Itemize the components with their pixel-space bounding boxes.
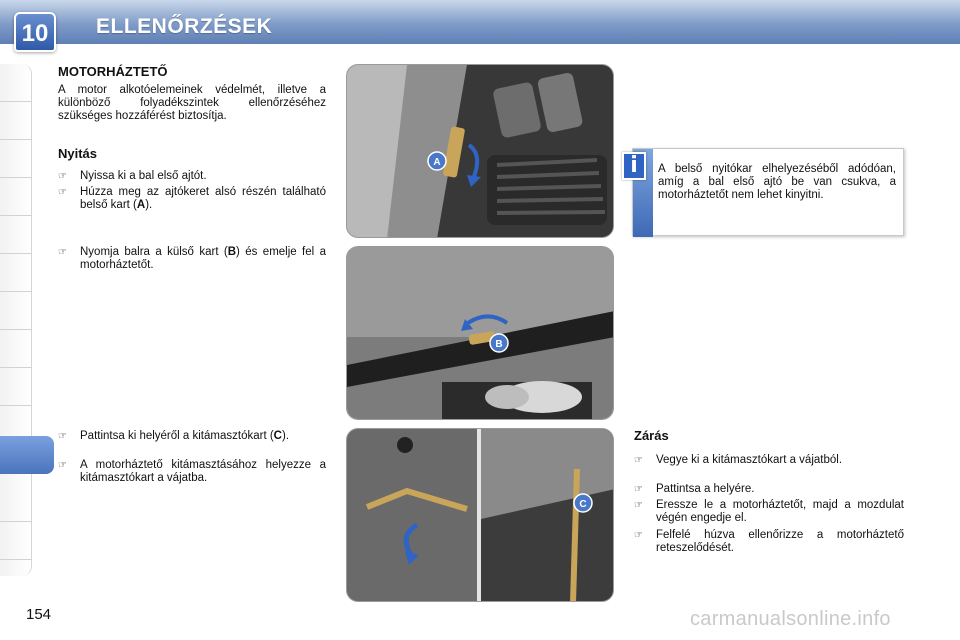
thumb-tab xyxy=(0,330,32,368)
reference-c: C xyxy=(273,430,282,442)
label-a: A xyxy=(433,157,441,168)
opening-step: ☞ Pattintsa ki helyéről a kitámasztókart (C). xyxy=(58,430,290,442)
thumb-tab xyxy=(0,292,32,330)
label-b: B xyxy=(495,339,503,350)
photo-exterior-lever xyxy=(346,246,614,420)
photo-support-rod xyxy=(346,428,614,602)
thumb-tab xyxy=(0,254,32,292)
thumb-tab xyxy=(0,64,32,102)
label-c: C xyxy=(579,499,587,510)
pointing-hand-icon: ☞ xyxy=(634,500,643,511)
opening-step: ☞ A motorháztető kitámasztásához helyezze a kitámasztókart a vájatba. xyxy=(58,459,326,484)
thumb-tab xyxy=(0,178,32,216)
thumb-tab xyxy=(0,522,32,560)
reference-b: B xyxy=(227,246,237,258)
info-note-text: A belső nyitókar elhelyezéséből adódóan, amíg a bal első ajtó be van csukva, a motorháztetőt nem lehet kinyitni. xyxy=(658,163,896,201)
section-title: MOTORHÁZTETŐ xyxy=(58,64,168,79)
closing-step: ☞ Pattintsa a helyére. xyxy=(634,483,755,495)
closing-step: ☞ Eressze le a motorháztetőt, majd a mozdulat végén engedje el. xyxy=(634,499,904,524)
chapter-header xyxy=(0,0,960,44)
pointing-hand-icon: ☞ xyxy=(58,460,67,471)
thumb-tab xyxy=(0,368,32,406)
pointing-hand-icon: ☞ xyxy=(58,431,67,442)
thumb-index xyxy=(0,64,32,576)
pointing-hand-icon: ☞ xyxy=(634,530,643,541)
photo-interior-release-lever xyxy=(346,64,614,238)
page-number: 154 xyxy=(26,606,52,623)
pointing-hand-icon: ☞ xyxy=(634,455,643,466)
closing-step: ☞ Felfelé húzva ellenőrizze a motorháztető reteszelődését. xyxy=(634,529,904,554)
chapter-number: 10 xyxy=(21,20,49,47)
chapter-number-badge xyxy=(14,12,56,52)
pointing-hand-icon: ☞ xyxy=(634,484,643,495)
section-intro: A motor alkotóelemeinek védelmét, illetve a különböző folyadékszintek ellenőrzéséhez szükséges hozzáférést biztosítja. xyxy=(58,84,326,122)
thumb-tab xyxy=(0,216,32,254)
pointing-hand-icon: ☞ xyxy=(58,171,67,182)
thumb-tab xyxy=(0,140,32,178)
closing-title: Zárás xyxy=(634,428,669,443)
opening-step: ☞ Húzza meg az ajtókeret alsó részén található belső kart (A). xyxy=(58,186,326,211)
thumb-tab xyxy=(0,102,32,140)
pointing-hand-icon: ☞ xyxy=(58,247,67,258)
thumb-tab-active[interactable] xyxy=(0,436,54,474)
watermark: carmanualsonline.info xyxy=(690,608,891,630)
reference-a: A xyxy=(136,199,146,211)
info-icon: i xyxy=(622,152,646,180)
opening-step: ☞ Nyomja balra a külső kart (B) és emelje fel a motorháztetőt. xyxy=(58,246,326,271)
closing-step: ☞ Vegye ki a kitámasztókart a vájatból. xyxy=(634,454,843,466)
thumb-tab xyxy=(0,484,32,522)
opening-title: Nyitás xyxy=(58,146,98,161)
opening-step: ☞ Nyissa ki a bal első ajtót. xyxy=(58,170,207,182)
pointing-hand-icon: ☞ xyxy=(58,187,67,198)
chapter-title: ELLENŐRZÉSEK xyxy=(96,15,273,38)
